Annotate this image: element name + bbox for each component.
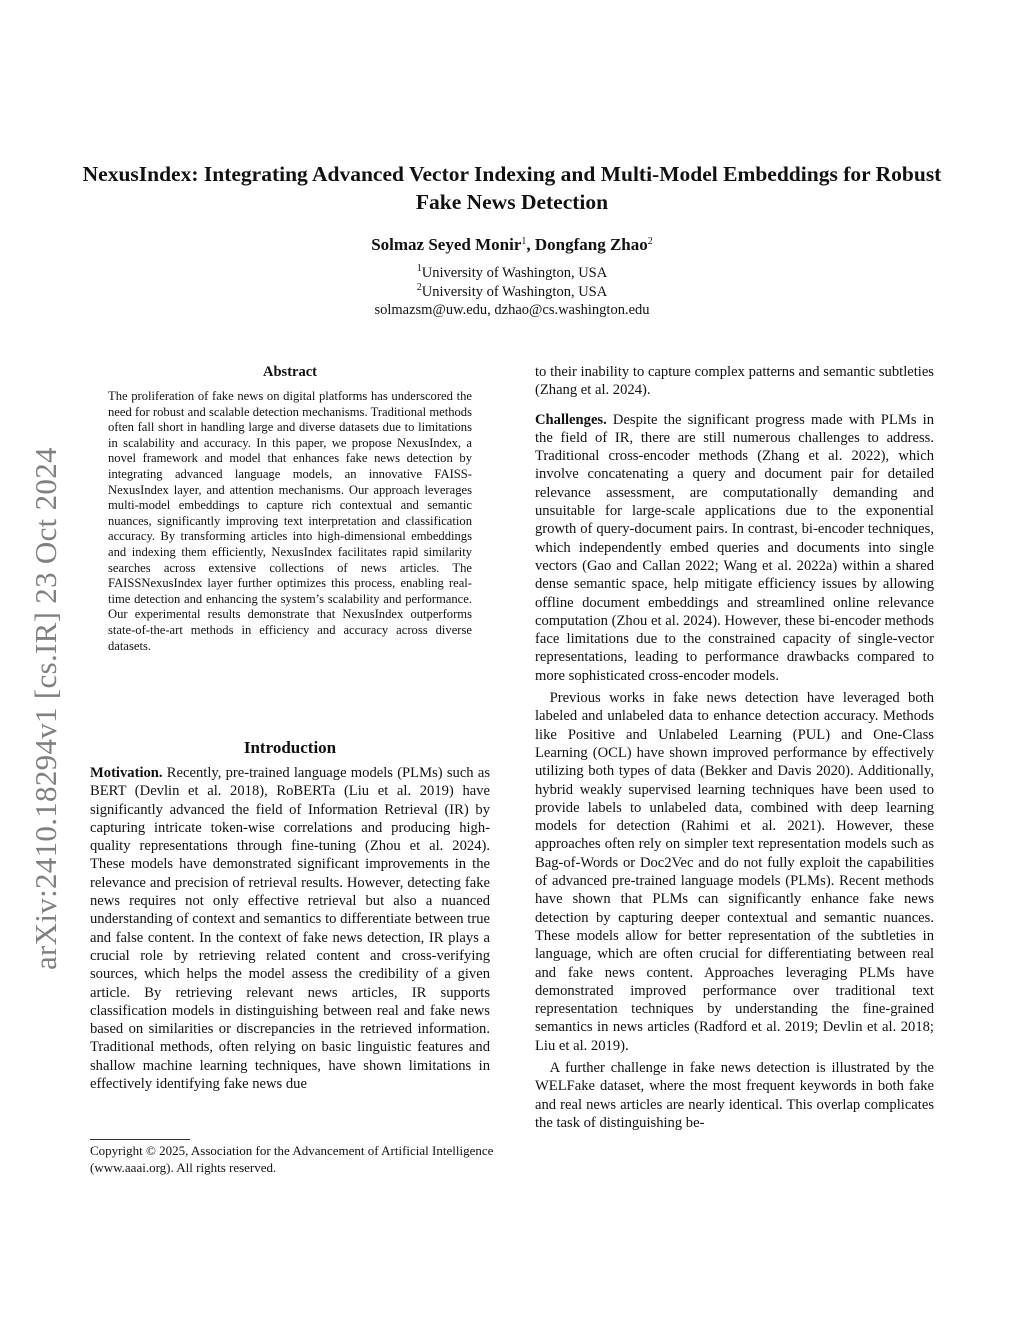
- right-column-body: [535, 363, 934, 1132]
- challenges-lead: Challenges.: [535, 411, 607, 428]
- author-name: Dongfang Zhao: [534, 235, 648, 254]
- author-list: Solmaz Seyed Monir$^1$, Dongfang Zhao$^2$: [371, 235, 653, 254]
- left-column-body: [90, 764, 490, 1093]
- affiliation-line: $^2$University of Washington, USA: [416, 281, 608, 300]
- further-challenge-paragraph: A further challenge in fake news detection is illustrated by the WELFake dataset, where the most frequent keywords in both fake and real news articles are nearly identical. This overlap complicates the task of distinguishing be-: [535, 1059, 934, 1131]
- footnote-rule: [90, 1139, 190, 1140]
- abstract-text: The proliferation of fake news on digital platforms has underscored the need for robust and scalable detection mechanisms. Traditional methods often fall short in handling large and diverse datasets due to limitations in scalability and accuracy. In this paper, we propose NexusIndex, a novel framework and model that enhances fake news detection by integrating advanced language models, an innovative FAISS-NexusIndex layer, and attention mechanisms. Our approach leverages multi-model embeddings to capture rich contextual and semantic nuances, significantly improving text interpretation and classification accuracy. By transforming articles into high-dimensional embeddings and indexing them efficiently, NexusIndex facilitates rapid similarity searches across extensive collections of news articles. The FAISSNexusIndex layer further optimizes this process, enabling real-time detection and enhancing the system’s scalability and performance. Our experimental results demonstrate that NexusIndex outperforms state-of-the-art methods in efficiency and accuracy across diverse datasets.: [108, 389, 472, 653]
- copyright-footnote: Copyright © 2025, Association for the Advancement of Artificial Intelligence (www.aaai.org). All rights reserved.: [90, 1143, 494, 1175]
- author-emails: solmazsm@uw.edu, dzhao@cs.washington.edu: [374, 302, 650, 318]
- paper-title: NexusIndex: Integrating Advanced Vector Indexing and Multi-Model Embeddings for Robust Fake News Detection: [82, 162, 942, 214]
- affiliation-mark: 2: [647, 236, 653, 247]
- challenges-paragraph: Challenges. Despite the significant progress made with PLMs in the field of IR, there are still numerous challenges to address. Traditional cross-encoder methods (Zhang et al. 2022), which involve concatenating a query and document pair for detailed relevance assessment, are computationally demanding and unsuitable for large-scale applications due to the exponential growth of query-document pairs. In contrast, bi-encoder techniques, which independently embed queries and documents into single vectors (Gao and Callan 2022; Wang et al. 2022a) within a shared dense semantic space, help mitigate efficiency issues by allowing offline document embeddings and streamlined online relevance computation (Zhou et al. 2024). However, these bi-encoder methods face limitations due to the constrained capacity of single-vector representations, leading to performance drawbacks compared to more sophisticated cross-encoder models.: [535, 411, 934, 684]
- author-name: Solmaz Seyed Monir: [371, 235, 522, 254]
- motivation-lead: Motivation.: [90, 765, 163, 781]
- motivation-paragraph: Motivation. Recently, pre-trained language models (PLMs) such as BERT (Devlin et al. 2018), RoBERTa (Liu et al. 2019) have significantly advanced the field of Information Retrieval (IR) by capturing intricate token-wise correlations and producing high-quality representations through fine-tuning (Zhou et al. 2024). These models have demonstrated significant improvements in the relevance and precision of retrieval results. However, detecting fake news requires not only effective retrieval but also a nuanced understanding of context and semantics to differentiate between true and false content. In the context of fake news detection, IR plays a crucial role by retrieving related content and cross-verifying sources, which helps the model assess the credibility of a given article. By retrieving relevant news articles, IR supports classification models in distinguishing between real and fake news based on similarities or discrepancies in the retrieved information. Traditional methods, often relying on basic linguistic features and shallow machine learning techniques, have shown limitations in effectively identifying fake news due: [90, 765, 490, 1093]
- affiliations: [0, 264, 1024, 320]
- abstract-section: [108, 362, 472, 654]
- affiliation-line: $^1$University of Washington, USA: [416, 263, 608, 281]
- affiliation-mark: 1: [521, 236, 527, 247]
- introduction-heading: Introduction: [243, 738, 337, 757]
- abstract-heading: Abstract: [263, 364, 317, 380]
- previous-works-paragraph: Previous works in fake news detection have leveraged both labeled and unlabeled data to enhance detection accuracy. Methods like Positive and Unlabeled Learning (PUL) and One-Class Learning (OCL) have shown improved performance by effectively utilizing both types of data (Bekker and Davis 2020). Additionally, hybrid weakly supervised learning techniques have been used to provide labels to unlabeled data, combined with deep learning models for detection (Rahimi et al. 2021). However, these approaches often rely on simpler text representation models such as Bag-of-Words or Doc2Vec and do not fully exploit the capabilities of advanced pre-trained language models (PLMs). Recent methods have shown that PLMs can significantly enhance fake news detection by capturing deeper contextual and semantic nuances. These models allow for better representation of the subtleties in language, which are often crucial for differentiating between real and fake news content. Approaches leveraging PLMs have demonstrated improved performance over traditional text representation techniques by understanding the fine-grained semantics in news articles (Radford et al. 2019; Devlin et al. 2018; Liu et al. 2019).: [535, 690, 934, 1054]
- arxiv-identifier: arXiv:2410.18294v1 [cs.IR] 23 Oct 2024: [28, 447, 63, 970]
- continuation-paragraph: to their inability to capture complex patterns and semantic subtleties (Zhang et al. 2024).: [535, 364, 934, 399]
